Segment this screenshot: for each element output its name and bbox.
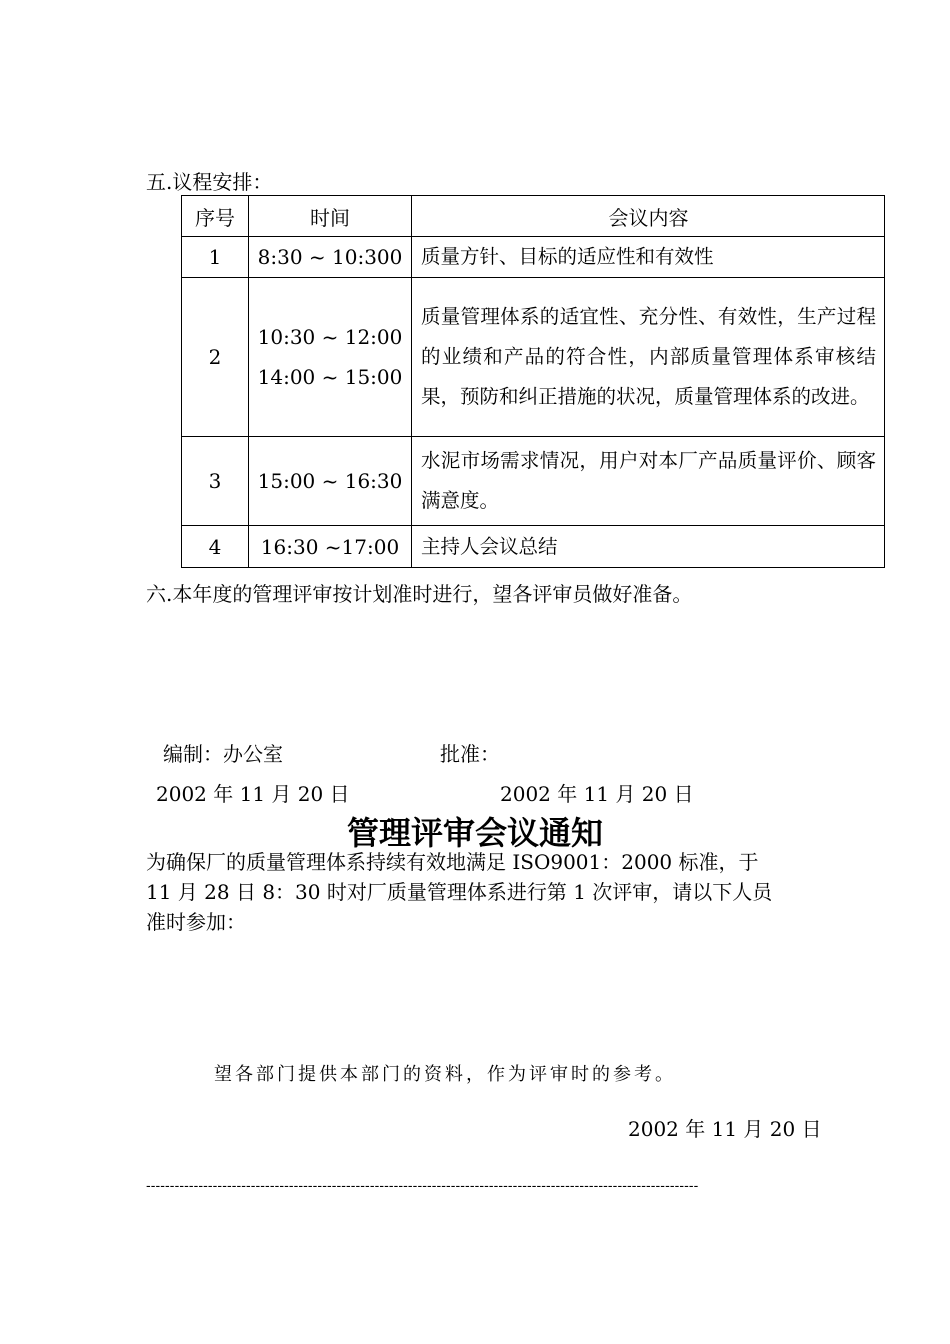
table-row xyxy=(182,237,885,278)
materials-request: 望各部门提供本部门的资料，作为评审时的参考。 xyxy=(214,1064,676,1085)
row-content xyxy=(412,526,885,568)
approve-label: 批准： xyxy=(440,742,500,766)
table-row xyxy=(182,278,885,437)
row-content xyxy=(412,278,885,437)
content-text: 主持人会议总结 xyxy=(421,534,558,558)
time-range: 8:30 ~ 10:300 xyxy=(257,245,403,269)
row-number: 3 xyxy=(182,437,249,526)
notice-body xyxy=(146,847,810,937)
content-text: 质量方针、目标的适应性和有效性 xyxy=(421,245,714,268)
notice-date: 2002 年 11 月 20 日 xyxy=(628,1117,822,1141)
table-row xyxy=(182,526,885,568)
notice-body-line: 11 月 28 日 8：30 时对厂质量管理体系进行第 1 次评审，请以下人员 xyxy=(146,880,773,904)
time-range: 10:30 ~ 12:00 xyxy=(257,325,403,349)
time-range: 16:30 ~17:00 xyxy=(260,534,400,559)
time-range: 14:00 ~ 15:00 xyxy=(257,365,403,389)
column-header-time: 时间 xyxy=(249,196,412,237)
row-time xyxy=(249,437,412,526)
notice-body-line: 为确保厂的质量管理体系持续有效地满足 ISO9001：2000 标准，于 xyxy=(146,850,759,874)
row-number: 1 xyxy=(182,237,249,278)
editor-date: 2002 年 11 月 20 日 xyxy=(156,782,350,806)
notice-body-line: 准时参加： xyxy=(146,910,246,934)
row-time xyxy=(249,237,412,278)
agenda-heading: 五.议程安排： xyxy=(146,170,273,194)
agenda-table xyxy=(181,195,885,568)
row-number: 2 xyxy=(182,278,249,437)
approve-date: 2002 年 11 月 20 日 xyxy=(500,782,694,806)
column-header-no: 序号 xyxy=(182,196,249,237)
row-number: 4 xyxy=(182,526,249,568)
preparation-note: 六.本年度的管理评审按计划准时进行，望各评审员做好准备。 xyxy=(146,582,693,606)
content-text: 质量管理体系的适宜性、充分性、有效性，生产过程的业绩和产品的符合性，内部质量管理体系审核结果，预防和纠正措施的状况，质量管理体系的改进。 xyxy=(421,305,876,408)
editor-label: 编制：办公室 xyxy=(163,742,283,766)
row-content xyxy=(412,237,885,278)
content-text: 水泥市场需求情况，用户对本厂产品质量评价、顾客满意度。 xyxy=(421,449,876,512)
table-row xyxy=(182,437,885,526)
row-time xyxy=(249,526,412,568)
row-content xyxy=(412,437,885,526)
divider-line: -------------------------------------------------------------------------------------------------------------------- xyxy=(146,1177,699,1193)
row-time xyxy=(249,278,412,437)
column-header-content: 会议内容 xyxy=(412,196,885,237)
table-header-row xyxy=(182,196,885,237)
notice-title: 管理评审会议通知 xyxy=(346,814,603,852)
time-range: 15:00 ~ 16:30 xyxy=(257,469,403,493)
